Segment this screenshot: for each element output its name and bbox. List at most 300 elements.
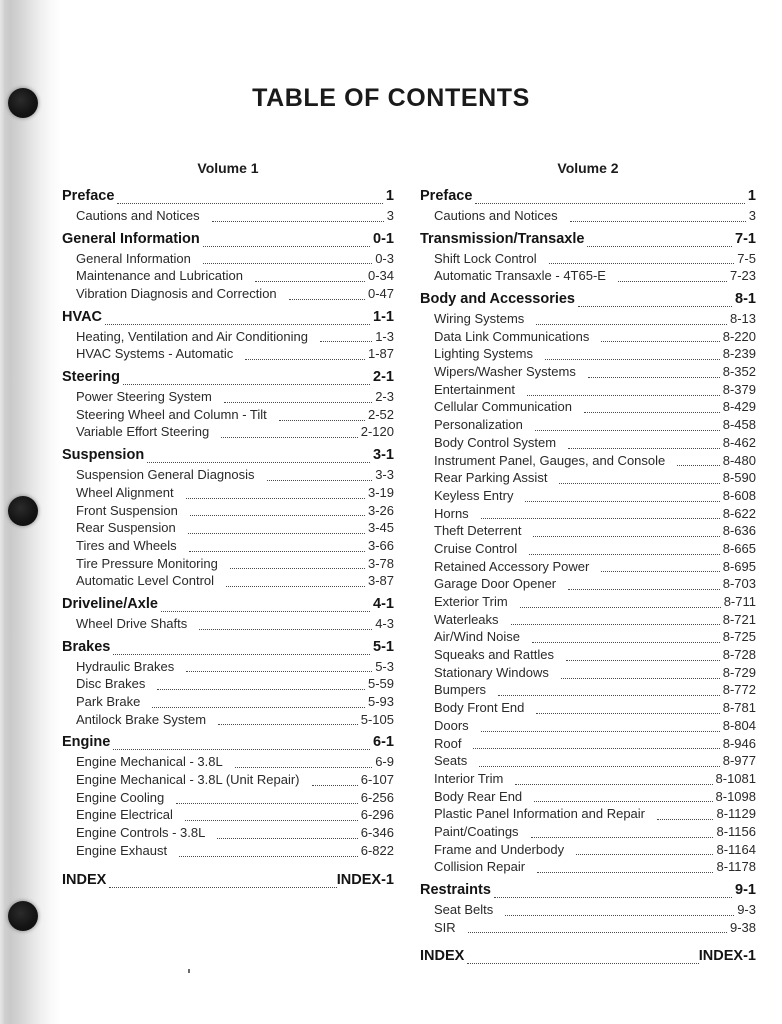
toc-dot-leader — [529, 554, 720, 555]
toc-entry-label: Retained Accessory Power — [434, 558, 590, 574]
toc-subsection-row[interactable] — [62, 519, 394, 537]
toc-page-number: 2-3 — [375, 389, 394, 405]
toc-page-number: 8-608 — [722, 487, 756, 503]
toc-subsection-row[interactable] — [420, 823, 756, 841]
toc-subsection-row[interactable] — [62, 824, 394, 842]
toc-page-number: 3-45 — [367, 520, 394, 536]
toc-entry-label: Restraints — [420, 882, 491, 899]
toc-page-number: 1-87 — [367, 346, 394, 362]
toc-page-number: INDEX-1 — [336, 871, 394, 888]
page-title: TABLE OF CONTENTS — [252, 84, 530, 112]
toc-entry-label: Data Link Communications — [434, 328, 590, 344]
toc-entry-label: Exterior Trim — [434, 594, 508, 610]
toc-column-volume-2 — [420, 160, 756, 967]
toc-entry-label: Doors — [434, 717, 469, 733]
toc-dot-leader — [525, 501, 719, 502]
toc-entry-label: Tire Pressure Monitoring — [76, 555, 218, 571]
toc-dot-leader — [109, 887, 336, 888]
toc-entry-label: Rear Parking Assist — [434, 470, 548, 486]
toc-section-row[interactable] — [62, 186, 394, 207]
toc-page-number: 8-239 — [722, 346, 756, 362]
toc-entry-label: INDEX — [62, 871, 107, 888]
toc-dot-leader — [157, 689, 365, 690]
toc-page-number: 9-38 — [729, 919, 756, 935]
toc-subsection-row[interactable] — [420, 522, 756, 540]
toc-page-number: 8-665 — [722, 540, 756, 556]
toc-section-row[interactable] — [62, 445, 394, 466]
toc-subsection-row[interactable] — [62, 388, 394, 406]
toc-page-number: 3-1 — [373, 447, 394, 464]
toc-entry-label: Entertainment — [434, 381, 515, 397]
toc-entry-label: Heating, Ventilation and Air Conditioning — [76, 328, 308, 344]
toc-subsection-row[interactable] — [62, 207, 394, 225]
toc-subsection-row[interactable] — [62, 675, 394, 693]
toc-subsection-row[interactable] — [420, 682, 756, 700]
toc-page-number: 6-9 — [375, 754, 394, 770]
toc-subsection-row[interactable] — [420, 399, 756, 417]
toc-dot-leader — [113, 749, 370, 750]
toc-entry-label: Theft Deterrent — [434, 523, 522, 539]
toc-entry-label: Power Steering System — [76, 389, 212, 405]
toc-dot-leader — [203, 246, 370, 247]
toc-dot-leader — [199, 629, 372, 630]
toc-entry-label: Hydraulic Brakes — [76, 658, 175, 674]
toc-page-number: 8-462 — [722, 434, 756, 450]
toc-page-number: 3-3 — [375, 467, 394, 483]
toc-entry-label: Lighting Systems — [434, 346, 533, 362]
toc-page-number: 0-1 — [373, 230, 394, 247]
toc-subsection-row[interactable] — [420, 770, 756, 788]
toc-dot-leader — [105, 324, 370, 325]
toc-entry-label: Shift Lock Control — [434, 250, 537, 266]
toc-page-number: 6-296 — [360, 807, 394, 823]
toc-subsection-row[interactable] — [420, 858, 756, 876]
toc-dot-leader — [185, 820, 358, 821]
toc-entry-label: Seat Belts — [434, 902, 494, 918]
toc-section-row[interactable] — [62, 367, 394, 388]
toc-subsection-row[interactable] — [420, 752, 756, 770]
toc-dot-leader — [161, 611, 370, 612]
toc-page-number: 8-220 — [722, 328, 756, 344]
toc-section-row[interactable] — [420, 186, 756, 207]
toc-list-volume-1 — [62, 186, 394, 891]
toc-page-number: 8-1178 — [716, 859, 756, 875]
toc-dot-leader — [279, 420, 365, 421]
toc-page-number: 1 — [385, 188, 394, 204]
toc-subsection-row[interactable] — [420, 558, 756, 576]
toc-dot-leader — [527, 395, 720, 396]
toc-subsection-row[interactable] — [420, 505, 756, 523]
scan-speck-artifact — [188, 969, 190, 973]
toc-entry-label: Body Rear End — [434, 788, 523, 804]
toc-dot-leader — [657, 819, 713, 820]
toc-page-number: 3-19 — [367, 484, 394, 500]
toc-subsection-row[interactable] — [62, 502, 394, 520]
toc-subsection-row[interactable] — [62, 753, 394, 771]
toc-subsection-row[interactable] — [420, 919, 756, 937]
toc-dot-leader — [117, 203, 383, 204]
toc-entry-label: HVAC — [62, 308, 103, 325]
toc-entry-label: Wiring Systems — [434, 311, 525, 327]
toc-subsection-row[interactable] — [62, 424, 394, 442]
toc-entry-label: Air/Wind Noise — [434, 629, 520, 645]
toc-subsection-row[interactable] — [62, 484, 394, 502]
toc-subsection-row[interactable] — [420, 788, 756, 806]
toc-entry-label: Interior Trim — [434, 770, 504, 786]
toc-page-number: 2-1 — [373, 369, 394, 386]
toc-subsection-row[interactable] — [420, 805, 756, 823]
toc-entry-label: Automatic Level Control — [76, 573, 215, 589]
toc-page-number: 8-1156 — [716, 823, 756, 839]
toc-page-number: 8-721 — [722, 611, 756, 627]
toc-entry-label: Body Control System — [434, 434, 557, 450]
toc-page-number: 8-695 — [722, 558, 756, 574]
toc-dot-leader — [221, 437, 358, 438]
toc-dot-leader — [473, 748, 719, 749]
toc-section-row[interactable] — [420, 289, 756, 310]
toc-dot-leader — [533, 536, 719, 537]
toc-subsection-row[interactable] — [62, 250, 394, 268]
toc-subsection-row[interactable] — [62, 771, 394, 789]
toc-dot-leader — [467, 963, 698, 964]
toc-dot-leader — [587, 246, 732, 247]
toc-entry-label: HVAC Systems - Automatic — [76, 346, 234, 362]
toc-dot-leader — [312, 785, 358, 786]
toc-subsection-row[interactable] — [62, 267, 394, 285]
toc-dot-leader — [549, 263, 735, 264]
toc-entry-label: Plastic Panel Information and Repair — [434, 806, 646, 822]
toc-entry-label: Keyless Entry — [434, 487, 514, 503]
toc-entry-label: Roof — [434, 735, 462, 751]
toc-page-number: 8-711 — [723, 594, 756, 610]
toc-page-number: 1-1 — [373, 308, 394, 325]
toc-dot-leader — [320, 341, 372, 342]
toc-subsection-row[interactable] — [420, 381, 756, 399]
toc-subsection-row[interactable] — [420, 250, 756, 268]
toc-entry-label: Engine Mechanical - 3.8L (Unit Repair) — [76, 772, 300, 788]
toc-section-row[interactable] — [62, 307, 394, 328]
toc-page-number: 8-781 — [722, 700, 756, 716]
toc-entry-label: Horns — [434, 505, 469, 521]
toc-page-number: 9-3 — [737, 902, 756, 918]
toc-dot-leader — [188, 533, 365, 534]
toc-dot-leader — [520, 607, 721, 608]
toc-dot-leader — [537, 872, 713, 873]
toc-dot-leader — [568, 448, 720, 449]
toc-dot-leader — [468, 932, 727, 933]
toc-section-row[interactable] — [62, 732, 394, 753]
toc-page-number: 8-1081 — [715, 770, 756, 786]
toc-subsection-row[interactable] — [420, 207, 756, 225]
toc-dot-leader — [536, 324, 727, 325]
toc-page-number: 3-66 — [367, 537, 394, 553]
toc-dot-leader — [545, 359, 720, 360]
toc-subsection-row[interactable] — [62, 615, 394, 633]
toc-dot-leader — [584, 412, 720, 413]
toc-entry-label: Automatic Transaxle - 4T65-E — [434, 268, 606, 284]
toc-dot-leader — [245, 359, 365, 360]
binder-hole-middle — [8, 496, 38, 526]
toc-dot-leader — [511, 624, 720, 625]
toc-dot-leader — [481, 518, 720, 519]
toc-dot-leader — [255, 281, 365, 282]
toc-dot-leader — [212, 221, 384, 222]
toc-entry-label: Front Suspension — [76, 502, 178, 518]
toc-page-number: 8-728 — [722, 647, 756, 663]
toc-dot-leader — [235, 767, 373, 768]
toc-subsection-row[interactable] — [62, 842, 394, 860]
toc-dot-leader — [494, 897, 732, 898]
toc-entry-label: Disc Brakes — [76, 676, 146, 692]
toc-subsection-row[interactable] — [420, 841, 756, 859]
volume-heading: Volume 1 — [197, 160, 259, 176]
toc-dot-leader — [515, 784, 712, 785]
toc-page-number: 6-107 — [360, 772, 394, 788]
toc-subsection-row[interactable] — [420, 901, 756, 919]
toc-page-number: 8-480 — [722, 452, 756, 468]
toc-entry-label: Stationary Windows — [434, 664, 549, 680]
toc-page-number: 8-725 — [722, 629, 756, 645]
toc-entry-label: Instrument Panel, Gauges, and Console — [434, 452, 666, 468]
page-left-edge — [0, 0, 4, 1024]
toc-page-number: 8-636 — [722, 523, 756, 539]
toc-page-number: 5-3 — [375, 658, 394, 674]
toc-page-number: 8-429 — [722, 399, 756, 415]
toc-dot-leader — [601, 341, 719, 342]
toc-section-row[interactable] — [420, 880, 756, 901]
toc-subsection-row[interactable] — [420, 267, 756, 285]
toc-dot-leader — [203, 263, 372, 264]
toc-entry-label: Vibration Diagnosis and Correction — [76, 286, 277, 302]
toc-subsection-row[interactable] — [62, 789, 394, 807]
toc-subsection-row[interactable] — [62, 537, 394, 555]
toc-page-number: 8-729 — [722, 664, 756, 680]
toc-page-number: INDEX-1 — [698, 948, 756, 965]
toc-entry-label: Cellular Communication — [434, 399, 572, 415]
toc-dot-leader — [226, 586, 365, 587]
toc-entry-label: Frame and Underbody — [434, 841, 565, 857]
toc-entry-label: Garage Door Opener — [434, 576, 557, 592]
toc-entry-label: General Information — [76, 250, 191, 266]
toc-entry-label: Engine Cooling — [76, 789, 165, 805]
toc-page-number: 9-1 — [735, 882, 756, 899]
binder-hole-bottom — [8, 901, 38, 931]
toc-entry-label: Bumpers — [434, 682, 487, 698]
toc-dot-leader — [230, 568, 365, 569]
toc-page-number: 4-1 — [373, 596, 394, 612]
toc-subsection-row[interactable] — [62, 328, 394, 346]
toc-entry-label: Maintenance and Lubrication — [76, 268, 243, 284]
toc-page-number: 3-78 — [367, 555, 394, 571]
toc-entry-label: Waterleaks — [434, 611, 499, 627]
toc-page-number: 4-3 — [375, 615, 394, 631]
toc-dot-leader — [618, 281, 727, 282]
toc-dot-leader — [113, 654, 370, 655]
toc-page-number: 5-105 — [360, 711, 394, 727]
toc-subsection-row[interactable] — [62, 572, 394, 590]
toc-column-volume-1 — [62, 160, 394, 891]
toc-dot-leader — [224, 402, 372, 403]
toc-entry-label: Personalization — [434, 417, 523, 433]
toc-subsection-row[interactable] — [420, 646, 756, 664]
toc-entry-label: Preface — [62, 188, 115, 204]
toc-subsection-row[interactable] — [62, 555, 394, 573]
toc-section-row[interactable] — [62, 637, 394, 658]
toc-entry-label: Squeaks and Rattles — [434, 647, 554, 663]
toc-page-number: 8-946 — [722, 735, 756, 751]
toc-subsection-row[interactable] — [420, 699, 756, 717]
toc-page-number: 8-977 — [722, 753, 756, 769]
toc-page-number: 8-1 — [735, 291, 756, 308]
toc-dot-leader — [147, 462, 370, 463]
volume-heading: Volume 2 — [557, 160, 619, 176]
toc-page-number: 8-1098 — [715, 788, 756, 804]
toc-entry-label: Paint/Coatings — [434, 823, 519, 839]
toc-entry-label: Wheel Alignment — [76, 484, 174, 500]
toc-subsection-row[interactable] — [420, 434, 756, 452]
toc-entry-label: INDEX — [420, 948, 465, 965]
toc-page-number: 8-622 — [722, 505, 756, 521]
toc-entry-label: Steering Wheel and Column - Tilt — [76, 406, 267, 422]
toc-list-volume-2 — [420, 186, 756, 967]
toc-subsection-row[interactable] — [420, 540, 756, 558]
toc-subsection-row[interactable] — [420, 469, 756, 487]
toc-page-number: 8-590 — [722, 470, 756, 486]
toc-page-number: 8-703 — [722, 576, 756, 592]
toc-subsection-row[interactable] — [62, 658, 394, 676]
toc-subsection-row[interactable] — [62, 466, 394, 484]
toc-page-number: 3-87 — [367, 573, 394, 589]
toc-dot-leader — [677, 465, 719, 466]
toc-subsection-row[interactable] — [62, 693, 394, 711]
toc-dot-leader — [189, 551, 365, 552]
toc-section-row[interactable] — [62, 229, 394, 250]
toc-entry-label: Body and Accessories — [420, 291, 575, 308]
toc-subsection-row[interactable] — [420, 310, 756, 328]
toc-page-number: 8-804 — [722, 717, 756, 733]
toc-subsection-row[interactable] — [420, 345, 756, 363]
toc-dot-leader — [578, 306, 732, 307]
toc-entry-label: Cautions and Notices — [434, 207, 558, 223]
toc-dot-leader — [267, 480, 373, 481]
toc-entry-label: Wheel Drive Shafts — [76, 615, 188, 631]
toc-entry-label: Tires and Wheels — [76, 537, 177, 553]
toc-page-number: 5-59 — [367, 676, 394, 692]
toc-page-number: 5-1 — [373, 638, 394, 655]
toc-page-number: 8-352 — [722, 364, 756, 380]
toc-entry-label: SIR — [434, 919, 456, 935]
toc-index-row[interactable] — [62, 870, 394, 891]
toc-page-number: 6-822 — [360, 842, 394, 858]
toc-subsection-row[interactable] — [420, 363, 756, 381]
toc-subsection-row[interactable] — [420, 328, 756, 346]
toc-entry-label: Park Brake — [76, 694, 141, 710]
toc-page-number: 1 — [747, 188, 756, 204]
toc-page-number: 6-256 — [360, 789, 394, 805]
toc-dot-leader — [559, 483, 719, 484]
toc-page-number: 7-1 — [735, 230, 756, 247]
toc-subsection-row[interactable] — [420, 593, 756, 611]
toc-entry-label: Variable Effort Steering — [76, 424, 210, 440]
toc-page-number: 3 — [748, 207, 756, 223]
toc-page-number: 2-120 — [360, 424, 394, 440]
toc-dot-leader — [186, 671, 372, 672]
toc-entry-label: Engine Exhaust — [76, 842, 168, 858]
toc-dot-leader — [588, 377, 720, 378]
toc-subsection-row[interactable] — [62, 807, 394, 825]
toc-subsection-row[interactable] — [420, 452, 756, 470]
toc-dot-leader — [531, 837, 714, 838]
toc-dot-leader — [535, 430, 720, 431]
toc-dot-leader — [561, 678, 720, 679]
toc-entry-label: Antilock Brake System — [76, 711, 207, 727]
toc-subsection-row[interactable] — [420, 611, 756, 629]
toc-page-number: 8-379 — [722, 381, 756, 397]
toc-dot-leader — [498, 695, 720, 696]
toc-subsection-row[interactable] — [62, 345, 394, 363]
toc-dot-leader — [570, 221, 746, 222]
toc-entry-label: Body Front End — [434, 700, 525, 716]
toc-dot-leader — [576, 854, 713, 855]
toc-dot-leader — [217, 838, 357, 839]
toc-dot-leader — [536, 713, 719, 714]
toc-page-number: 8-1129 — [716, 806, 756, 822]
toc-entry-label: Suspension General Diagnosis — [76, 467, 255, 483]
toc-index-row[interactable] — [420, 946, 756, 967]
toc-subsection-row[interactable] — [420, 664, 756, 682]
toc-entry-label: Rear Suspension — [76, 520, 176, 536]
toc-entry-label: Transmission/Transaxle — [420, 230, 585, 247]
toc-page-number: 5-93 — [367, 694, 394, 710]
toc-dot-leader — [475, 203, 745, 204]
toc-entry-label: Collision Repair — [434, 859, 526, 875]
toc-entry-label: Driveline/Axle — [62, 596, 158, 612]
toc-dot-leader — [176, 803, 358, 804]
toc-subsection-row[interactable] — [420, 628, 756, 646]
toc-subsection-row[interactable] — [420, 487, 756, 505]
toc-dot-leader — [123, 384, 370, 385]
toc-dot-leader — [601, 571, 719, 572]
toc-entry-label: Cruise Control — [434, 540, 518, 556]
toc-subsection-row[interactable] — [420, 717, 756, 735]
toc-subsection-row[interactable] — [62, 406, 394, 424]
toc-dot-leader — [218, 724, 358, 725]
toc-subsection-row[interactable] — [420, 735, 756, 753]
toc-page-number: 0-47 — [367, 286, 394, 302]
toc-page-number: 8-13 — [729, 311, 756, 327]
toc-dot-leader — [289, 299, 365, 300]
toc-entry-label: Suspension — [62, 447, 145, 464]
toc-entry-label: Wipers/Washer Systems — [434, 364, 576, 380]
toc-page-number: 0-3 — [375, 250, 394, 266]
toc-section-row[interactable] — [62, 594, 394, 615]
toc-page-number: 8-772 — [722, 682, 756, 698]
toc-page-number: 1-3 — [375, 328, 394, 344]
toc-entry-label: Seats — [434, 753, 468, 769]
toc-dot-leader — [505, 915, 734, 916]
toc-dot-leader — [152, 707, 365, 708]
toc-subsection-row[interactable] — [420, 575, 756, 593]
toc-subsection-row[interactable] — [420, 416, 756, 434]
toc-entry-label: Engine Controls - 3.8L — [76, 825, 206, 841]
toc-subsection-row[interactable] — [62, 285, 394, 303]
toc-page-number: 8-458 — [722, 417, 756, 433]
toc-dot-leader — [568, 589, 720, 590]
toc-entry-label: Brakes — [62, 638, 111, 655]
toc-section-row[interactable] — [420, 229, 756, 250]
toc-dot-leader — [186, 498, 365, 499]
toc-subsection-row[interactable] — [62, 711, 394, 729]
